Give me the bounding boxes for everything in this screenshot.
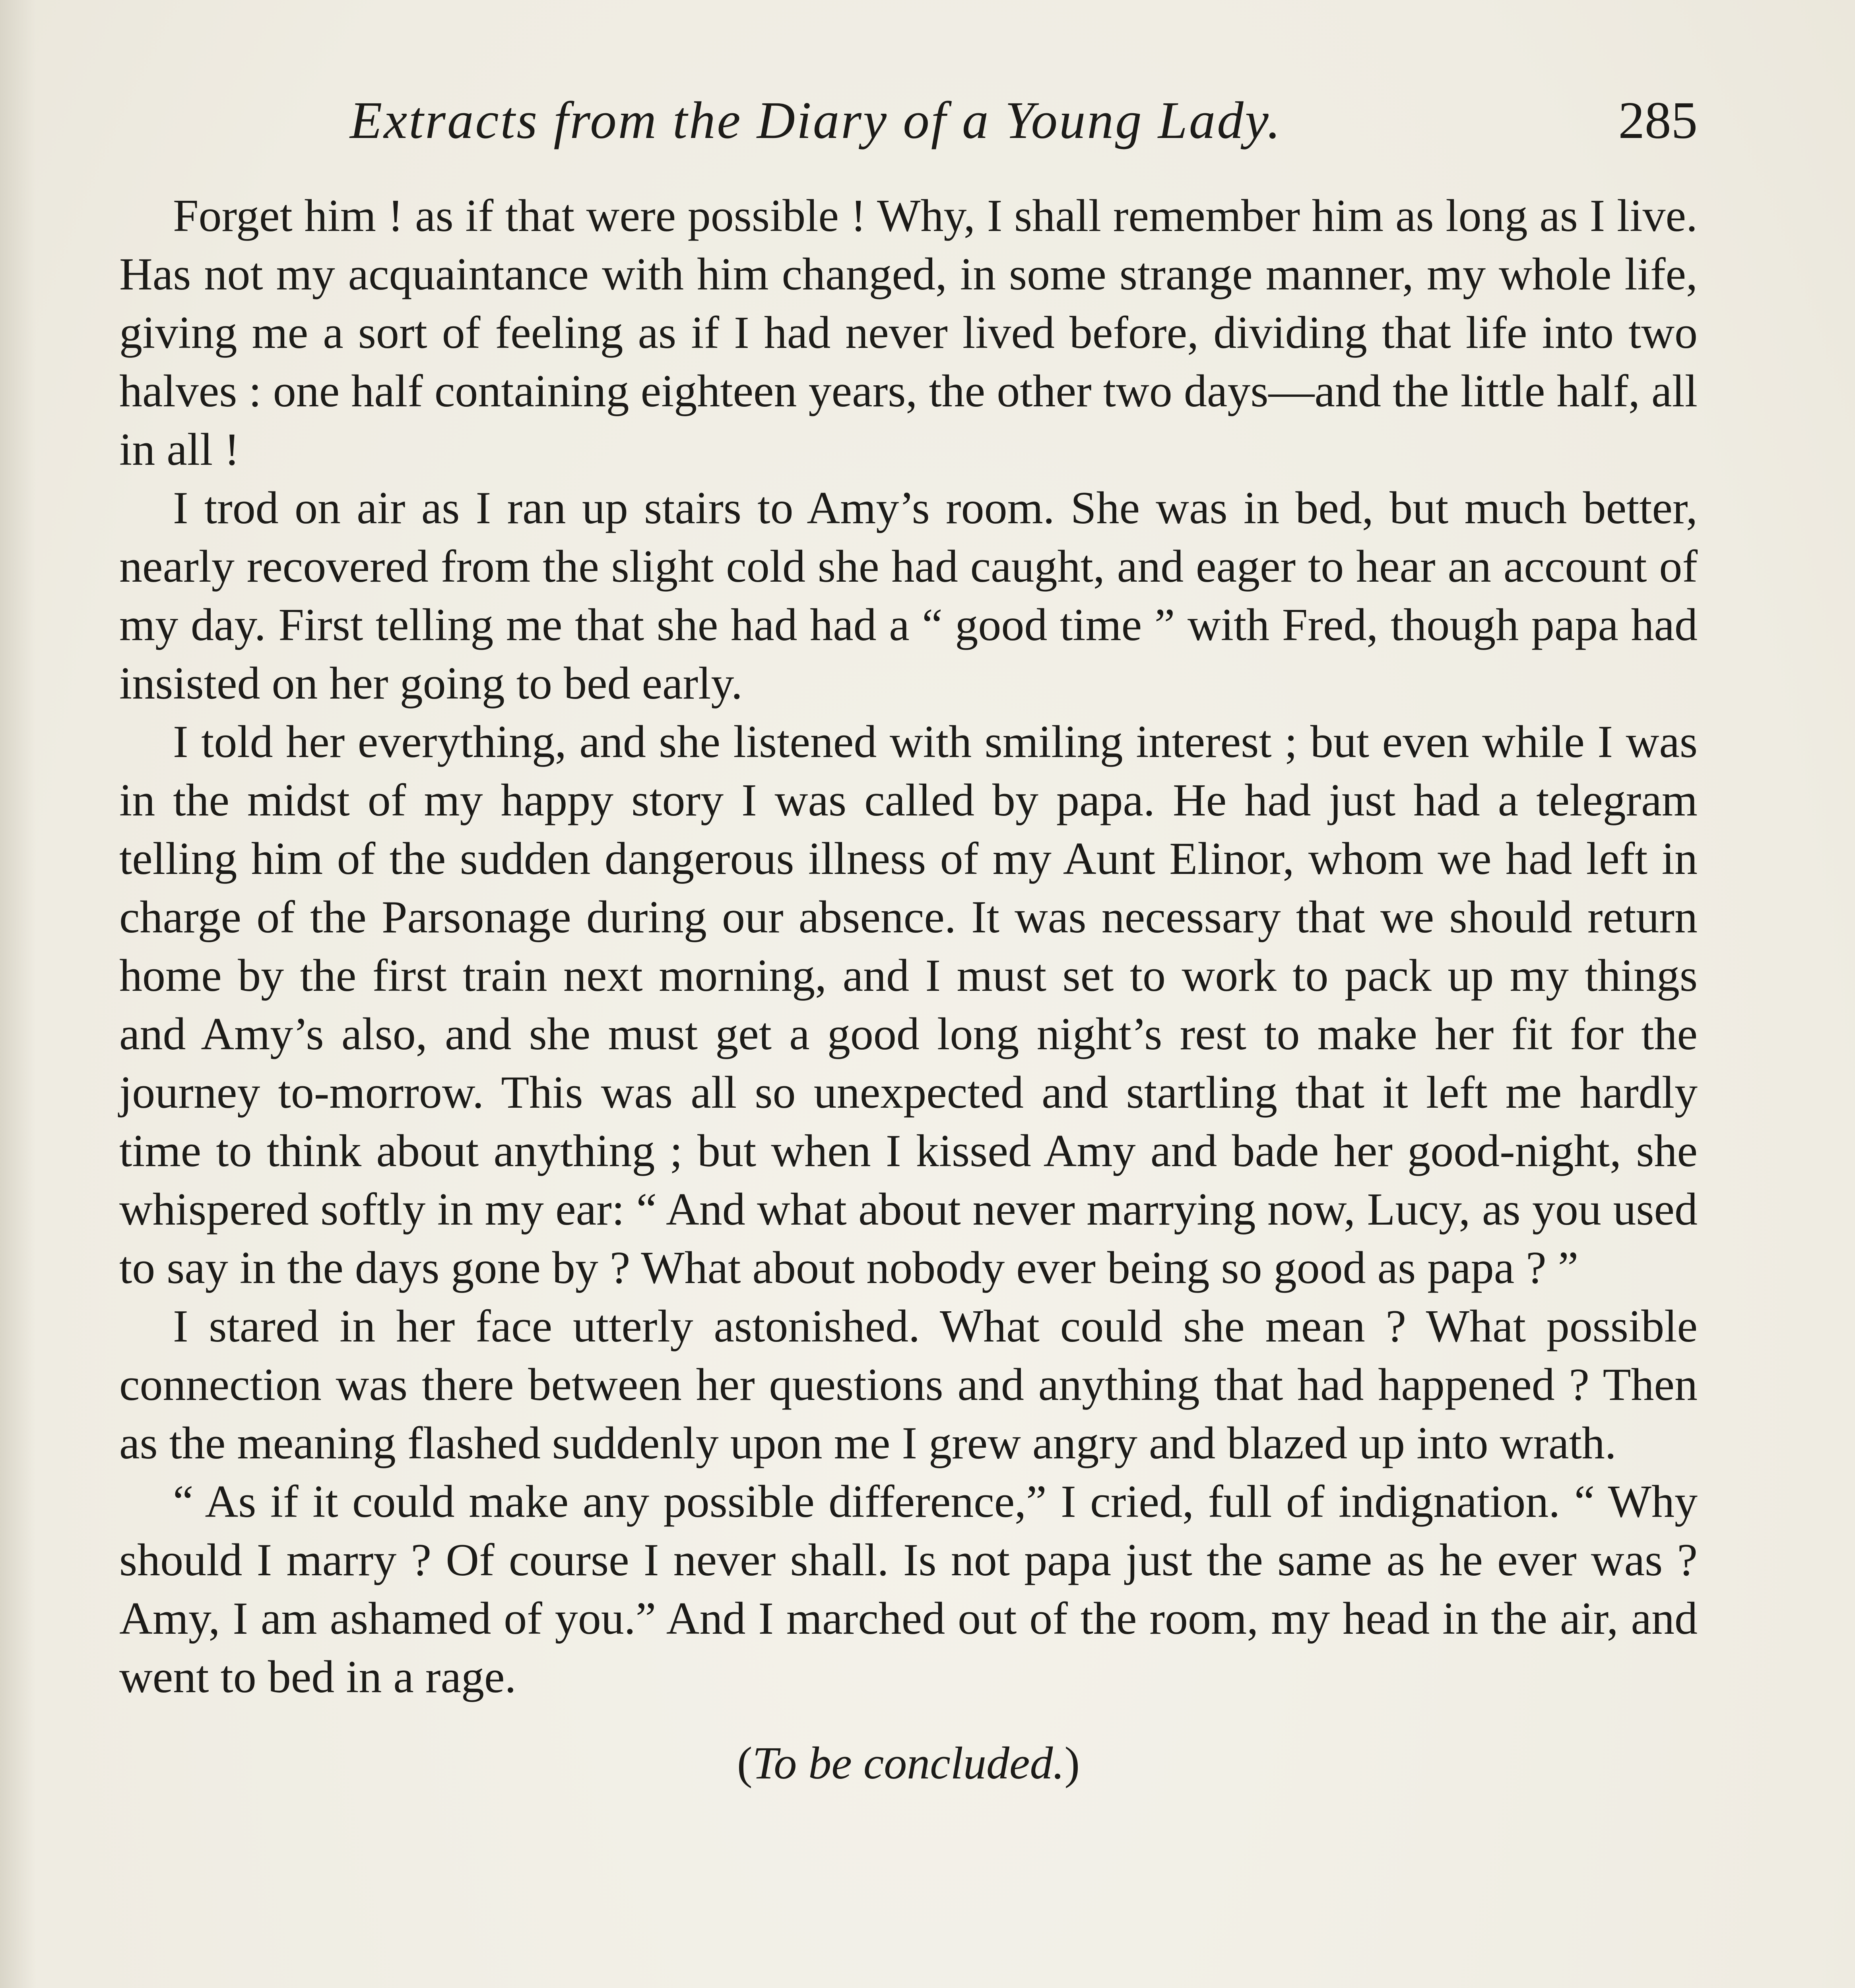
body-text (119, 187, 1698, 1793)
paragraph-3: I told her everything, and she listened with smiling interest ; but even while I was in the midst of my happy story I was called by papa. He had just had a telegram telling him of the sudden dangerous illness of my Aunt Elinor, whom we had left in charge of the Parsonage during our absence. It was necessary that we should return home by the first train next morning, and I must set to work to pack up my things and Amy’s also, and she must get a good long night’s rest to make her fit for the journey to-morrow. This was all so unexpected and startling that it left me hardly time to think about anything ; but when I kissed Amy and bade her good-night, she whispered softly in my ear: “ And what about never marrying now, Lucy, as you used to say in the days gone by ? What about nobody ever being so good as papa ? ” (119, 716, 1698, 1293)
page-edge-shadow (0, 0, 36, 1988)
page-number: 285 (1618, 91, 1698, 149)
paragraph-4: I stared in her face utterly astonished. What could she mean ? What possible connection was there between her questions and anything that had happened ? Then as the meaning flashed suddenly upon me I grew angry and blazed up into wrath. (119, 1301, 1698, 1469)
page-header (119, 89, 1698, 161)
paragraph-1: Forget him ! as if that were possible ! Why, I shall remember him as long as I live. Has not my acquaintance with him changed, in some strange manner, my whole life, giving me a sort of feeling as if I had never lived before, dividing that life into two halves : one half containing eighteen years, the other two days—and the little half, all in all ! (119, 190, 1698, 475)
paragraph-2: I trod on air as I ran up stairs to Amy’s room. She was in bed, but much better, nearly recovered from the slight cold she had caught, and eager to hear an account of my day. First telling me that she had had a “ good time ” with Fred, though papa had insisted on her going to bed early. (119, 483, 1698, 709)
continuation-open: ( (737, 1738, 753, 1789)
paragraph-5: “ As if it could make any possible difference,” I cried, full of indignation. “ Why should I marry ? Of course I never shall. Is not papa just the same as he ever was ? Amy, I am ashamed of you.” And I marched out of the room, my head in the air, and went to bed in a rage. (119, 1476, 1698, 1703)
running-head: Extracts from the Diary of a Young Lady. (350, 91, 1282, 149)
continuation-close: ) (1064, 1738, 1080, 1789)
continuation-note (119, 1734, 1698, 1793)
continuation-text: To be concluded. (752, 1738, 1065, 1789)
